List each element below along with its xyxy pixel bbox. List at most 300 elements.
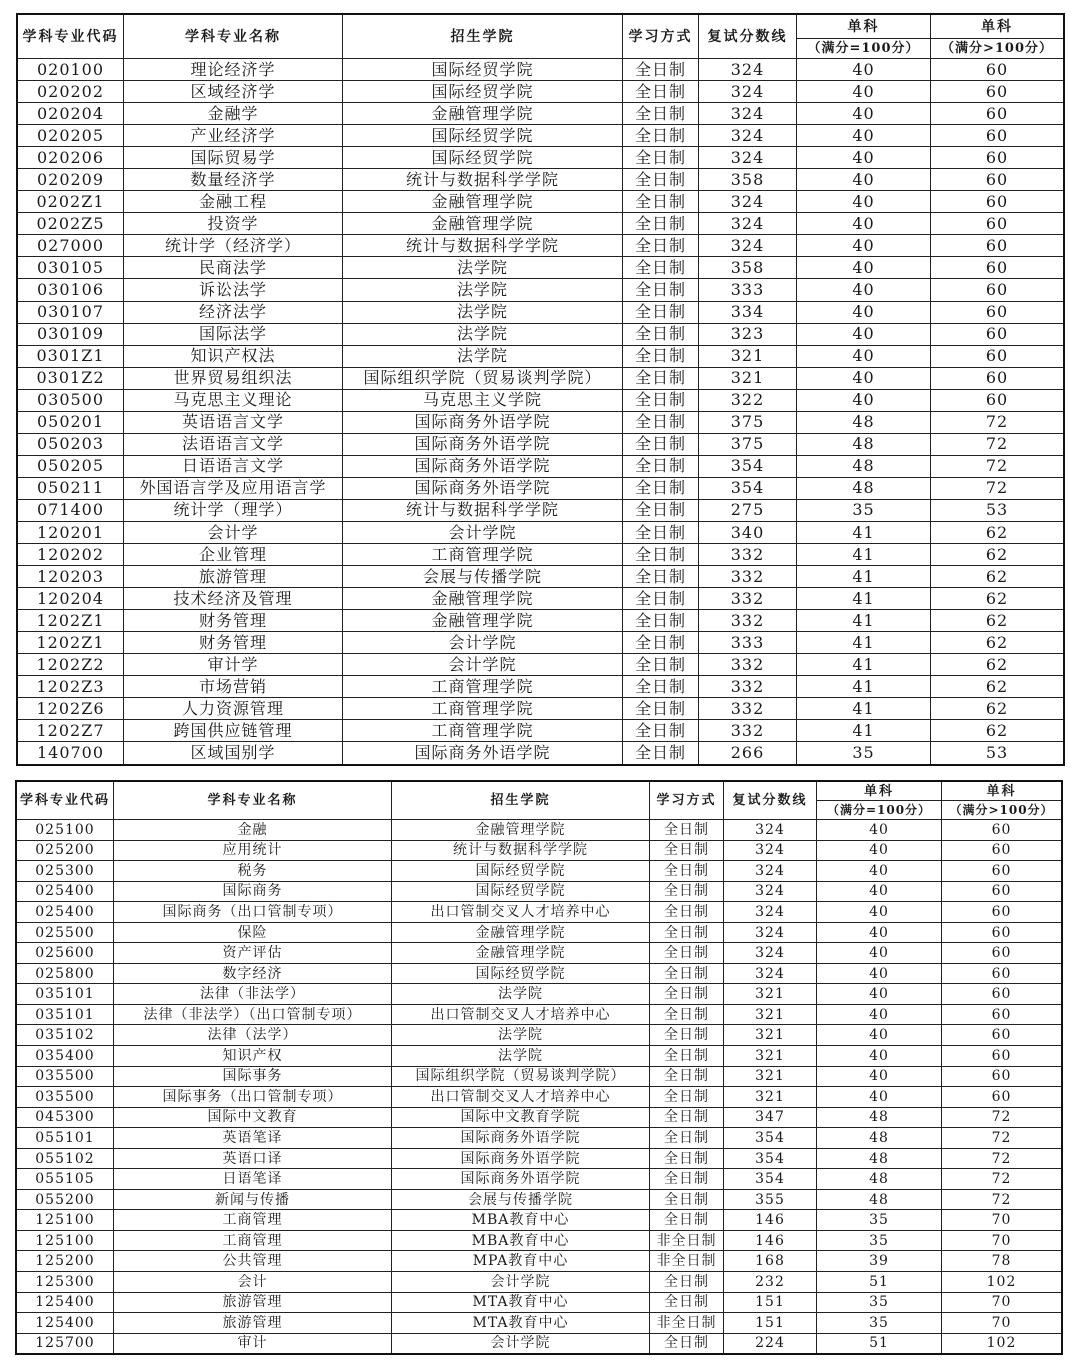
header-subject-name: 学科专业名称	[124, 15, 342, 58]
retest-score-cell: 354	[724, 1128, 816, 1148]
header-single-subject-over-100-note: （满分>100分）	[931, 39, 1063, 58]
single-subject-over-100-cell: 62	[931, 698, 1063, 719]
study-mode-cell: 全日制	[623, 279, 698, 300]
header-single-subject-over-100: 单科	[931, 15, 1063, 38]
retest-score-cell: 321	[699, 368, 796, 389]
single-subject-100-cell: 40	[797, 235, 930, 256]
single-subject-over-100-cell: 70	[942, 1293, 1061, 1313]
college-cell: 国际组织学院（贸易谈判学院）	[343, 368, 622, 389]
header-single-subject-100: 单科	[797, 15, 930, 38]
single-subject-100-cell: 40	[817, 841, 941, 861]
subject-name-cell: 外国语言学及应用语言学	[124, 478, 342, 499]
subject-name-cell: 保险	[114, 923, 391, 943]
college-cell: 法学院	[343, 257, 622, 278]
study-mode-cell: 全日制	[650, 1025, 723, 1045]
subject-name-cell: 公共管理	[114, 1251, 391, 1271]
subject-code-cell: 125400	[17, 1313, 113, 1333]
subject-name-cell: 新闻与传播	[114, 1190, 391, 1210]
college-cell: 法学院	[343, 302, 622, 323]
subject-code-cell: 045300	[17, 1108, 113, 1128]
study-mode-cell: 全日制	[623, 544, 698, 565]
subject-code-cell: 0202Z5	[18, 213, 123, 234]
subject-name-cell: 数量经济学	[124, 169, 342, 190]
single-subject-100-cell: 40	[797, 81, 930, 102]
retest-score-cell: 333	[699, 632, 796, 653]
single-subject-over-100-cell: 62	[931, 720, 1063, 741]
single-subject-100-cell: 35	[797, 500, 930, 521]
retest-score-cell: 354	[699, 456, 796, 477]
study-mode-cell: 全日制	[650, 1210, 723, 1230]
study-mode-cell: 非全日制	[650, 1231, 723, 1251]
subject-code-cell: 030109	[18, 324, 123, 345]
study-mode-cell: 全日制	[650, 984, 723, 1004]
college-cell: 出口管制交叉人才培养中心	[392, 1005, 649, 1025]
study-mode-cell: 全日制	[623, 720, 698, 741]
subject-code-cell: 020209	[18, 169, 123, 190]
retest-score-cell: 324	[699, 235, 796, 256]
single-subject-over-100-cell: 60	[942, 964, 1061, 984]
college-cell: 金融管理学院	[343, 213, 622, 234]
college-cell: 国际商务外语学院	[392, 1128, 649, 1148]
college-cell: 会计学院	[392, 1334, 649, 1354]
study-mode-cell: 非全日制	[650, 1313, 723, 1333]
single-subject-100-cell: 35	[797, 742, 930, 763]
subject-name-cell: 日语笔译	[114, 1169, 391, 1189]
header-subject-code: 学科专业代码	[17, 782, 113, 819]
subject-name-cell: 金融学	[124, 103, 342, 124]
retest-score-cell: 332	[699, 566, 796, 587]
single-subject-over-100-cell: 60	[931, 368, 1063, 389]
subject-code-cell: 035500	[17, 1087, 113, 1107]
subject-name-cell: 诉讼法学	[124, 279, 342, 300]
subject-name-cell: 旅游管理	[124, 566, 342, 587]
study-mode-cell: 全日制	[650, 841, 723, 861]
subject-code-cell: 1202Z2	[18, 654, 123, 675]
subject-name-cell: 应用统计	[114, 841, 391, 861]
single-subject-over-100-cell: 60	[931, 346, 1063, 367]
subject-name-cell: 统计学（经济学）	[124, 235, 342, 256]
single-subject-over-100-cell: 60	[931, 279, 1063, 300]
header-single-subject-100-note: （满分=100分）	[797, 39, 930, 58]
study-mode-cell: 全日制	[623, 456, 698, 477]
subject-code-cell: 125700	[17, 1334, 113, 1354]
subject-name-cell: 税务	[114, 861, 391, 881]
single-subject-100-cell: 51	[817, 1334, 941, 1354]
subject-name-cell: 产业经济学	[124, 125, 342, 146]
study-mode-cell: 全日制	[650, 1128, 723, 1148]
study-mode-cell: 全日制	[623, 125, 698, 146]
subject-code-cell: 027000	[18, 235, 123, 256]
single-subject-100-cell: 40	[797, 213, 930, 234]
study-mode-cell: 全日制	[650, 1046, 723, 1066]
single-subject-100-cell: 40	[797, 59, 930, 80]
college-cell: 统计与数据科学学院	[392, 841, 649, 861]
subject-code-cell: 1202Z6	[18, 698, 123, 719]
retest-score-cell: 354	[699, 478, 796, 499]
subject-code-cell: 125200	[17, 1251, 113, 1271]
single-subject-100-cell: 40	[797, 257, 930, 278]
college-cell: 统计与数据科学学院	[343, 235, 622, 256]
college-cell: 金融管理学院	[392, 820, 649, 840]
single-subject-over-100-cell: 102	[942, 1272, 1061, 1292]
study-mode-cell: 全日制	[623, 324, 698, 345]
single-subject-over-100-cell: 62	[931, 632, 1063, 653]
single-subject-100-cell: 40	[817, 882, 941, 902]
college-cell: MBA教育中心	[392, 1210, 649, 1230]
single-subject-over-100-cell: 70	[942, 1313, 1061, 1333]
subject-code-cell: 0301Z1	[18, 346, 123, 367]
study-mode-cell: 全日制	[650, 902, 723, 922]
college-cell: 统计与数据科学学院	[343, 169, 622, 190]
subject-code-cell: 050211	[18, 478, 123, 499]
subject-name-cell: 国际事务	[114, 1067, 391, 1087]
single-subject-100-cell: 40	[817, 923, 941, 943]
single-subject-over-100-cell: 60	[931, 213, 1063, 234]
subject-name-cell: 旅游管理	[114, 1313, 391, 1333]
study-mode-cell: 全日制	[623, 610, 698, 631]
study-mode-cell: 全日制	[650, 882, 723, 902]
retest-score-cell: 354	[724, 1169, 816, 1189]
study-mode-cell: 全日制	[623, 434, 698, 455]
study-mode-cell: 全日制	[650, 1149, 723, 1169]
study-mode-cell: 全日制	[650, 1334, 723, 1354]
subject-name-cell: 经济法学	[124, 302, 342, 323]
college-cell: 工商管理学院	[343, 676, 622, 697]
single-subject-100-cell: 35	[817, 1293, 941, 1313]
subject-name-cell: 区域经济学	[124, 81, 342, 102]
retest-score-cell: 232	[724, 1272, 816, 1292]
study-mode-cell: 全日制	[650, 1005, 723, 1025]
single-subject-over-100-cell: 60	[931, 324, 1063, 345]
subject-name-cell: 日语语言文学	[124, 456, 342, 477]
single-subject-over-100-cell: 60	[942, 820, 1061, 840]
subject-code-cell: 025200	[17, 841, 113, 861]
subject-name-cell: 知识产权	[114, 1046, 391, 1066]
retest-score-cell: 355	[724, 1190, 816, 1210]
study-mode-cell: 非全日制	[650, 1251, 723, 1271]
study-mode-cell: 全日制	[650, 943, 723, 963]
retest-score-cell: 324	[724, 943, 816, 963]
college-cell: 国际经贸学院	[392, 882, 649, 902]
header-study-mode: 学习方式	[623, 15, 698, 58]
retest-score-cell: 332	[699, 676, 796, 697]
single-subject-100-cell: 48	[797, 456, 930, 477]
college-cell: 国际商务外语学院	[343, 478, 622, 499]
college-cell: MTA教育中心	[392, 1313, 649, 1333]
single-subject-over-100-cell: 60	[931, 125, 1063, 146]
single-subject-over-100-cell: 60	[942, 943, 1061, 963]
single-subject-100-cell: 40	[817, 984, 941, 1004]
single-subject-100-cell: 39	[817, 1251, 941, 1271]
college-cell: 国际中文教育学院	[392, 1108, 649, 1128]
single-subject-over-100-cell: 60	[931, 390, 1063, 411]
subject-name-cell: 会计学	[124, 522, 342, 543]
single-subject-over-100-cell: 72	[942, 1169, 1061, 1189]
retest-score-cell: 333	[699, 279, 796, 300]
single-subject-100-cell: 41	[797, 522, 930, 543]
single-subject-over-100-cell: 60	[942, 841, 1061, 861]
retest-score-cell: 224	[724, 1334, 816, 1354]
subject-code-cell: 055200	[17, 1190, 113, 1210]
single-subject-over-100-cell: 72	[931, 412, 1063, 433]
single-subject-100-cell: 40	[817, 820, 941, 840]
retest-score-cell: 324	[699, 81, 796, 102]
study-mode-cell: 全日制	[623, 412, 698, 433]
single-subject-over-100-cell: 60	[931, 257, 1063, 278]
retest-score-cell: 146	[724, 1231, 816, 1251]
single-subject-100-cell: 48	[797, 412, 930, 433]
header-college: 招生学院	[392, 782, 649, 819]
single-subject-over-100-cell: 53	[931, 500, 1063, 521]
single-subject-over-100-cell: 72	[931, 434, 1063, 455]
subject-code-cell: 055105	[17, 1169, 113, 1189]
single-subject-100-cell: 41	[797, 544, 930, 565]
subject-name-cell: 马克思主义理论	[124, 390, 342, 411]
college-cell: 国际经贸学院	[392, 861, 649, 881]
subject-code-cell: 050205	[18, 456, 123, 477]
subject-code-cell: 071400	[18, 500, 123, 521]
single-subject-100-cell: 35	[817, 1210, 941, 1230]
single-subject-over-100-cell: 102	[942, 1334, 1061, 1354]
single-subject-100-cell: 41	[797, 566, 930, 587]
study-mode-cell: 全日制	[623, 81, 698, 102]
college-cell: 法学院	[343, 279, 622, 300]
retest-score-cell: 332	[699, 720, 796, 741]
retest-score-cell: 324	[699, 191, 796, 212]
single-subject-100-cell: 40	[817, 1087, 941, 1107]
subject-code-cell: 120204	[18, 588, 123, 609]
study-mode-cell: 全日制	[623, 566, 698, 587]
subject-name-cell: 财务管理	[124, 610, 342, 631]
retest-score-cell: 375	[699, 412, 796, 433]
subject-code-cell: 1202Z1	[18, 610, 123, 631]
college-cell: 工商管理学院	[343, 544, 622, 565]
college-cell: MPA教育中心	[392, 1251, 649, 1271]
study-mode-cell: 全日制	[623, 632, 698, 653]
single-subject-over-100-cell: 72	[942, 1190, 1061, 1210]
college-cell: 国际商务外语学院	[343, 412, 622, 433]
college-cell: 统计与数据科学学院	[343, 500, 622, 521]
study-mode-cell: 全日制	[650, 1087, 723, 1107]
single-subject-100-cell: 40	[797, 368, 930, 389]
subject-name-cell: 国际商务	[114, 882, 391, 902]
single-subject-100-cell: 40	[797, 191, 930, 212]
retest-score-cell: 324	[699, 147, 796, 168]
single-subject-over-100-cell: 60	[942, 923, 1061, 943]
single-subject-100-cell: 48	[817, 1108, 941, 1128]
college-cell: 会展与传播学院	[343, 566, 622, 587]
single-subject-over-100-cell: 72	[942, 1108, 1061, 1128]
single-subject-100-cell: 48	[817, 1190, 941, 1210]
header-single-subject-100-note: （满分=100分）	[817, 801, 941, 819]
retest-score-cell: 324	[699, 213, 796, 234]
subject-name-cell: 金融工程	[124, 191, 342, 212]
retest-score-cell: 321	[724, 1005, 816, 1025]
study-mode-cell: 全日制	[623, 169, 698, 190]
subject-name-cell: 法语语言文学	[124, 434, 342, 455]
single-subject-over-100-cell: 60	[931, 235, 1063, 256]
single-subject-over-100-cell: 70	[942, 1231, 1061, 1251]
single-subject-over-100-cell: 60	[931, 191, 1063, 212]
retest-score-cell: 322	[699, 390, 796, 411]
single-subject-over-100-cell: 60	[942, 902, 1061, 922]
single-subject-100-cell: 40	[817, 902, 941, 922]
study-mode-cell: 全日制	[623, 588, 698, 609]
college-cell: 金融管理学院	[343, 610, 622, 631]
single-subject-over-100-cell: 78	[942, 1251, 1061, 1271]
subject-code-cell: 030105	[18, 257, 123, 278]
study-mode-cell: 全日制	[623, 500, 698, 521]
single-subject-over-100-cell: 60	[942, 1005, 1061, 1025]
college-cell: 法学院	[392, 1025, 649, 1045]
subject-name-cell: 法律（非法学）	[114, 984, 391, 1004]
single-subject-over-100-cell: 60	[931, 169, 1063, 190]
retest-score-cell: 375	[699, 434, 796, 455]
study-mode-cell: 全日制	[650, 1190, 723, 1210]
college-cell: 出口管制交叉人才培养中心	[392, 1087, 649, 1107]
subject-code-cell: 0301Z2	[18, 368, 123, 389]
subject-code-cell: 030106	[18, 279, 123, 300]
subject-name-cell: 统计学（理学）	[124, 500, 342, 521]
college-cell: 国际经贸学院	[343, 147, 622, 168]
single-subject-100-cell: 48	[797, 478, 930, 499]
retest-score-cell: 321	[724, 1087, 816, 1107]
study-mode-cell: 全日制	[623, 147, 698, 168]
single-subject-over-100-cell: 60	[931, 147, 1063, 168]
single-subject-100-cell: 41	[797, 720, 930, 741]
retest-score-cell: 146	[724, 1210, 816, 1230]
single-subject-100-cell: 41	[797, 588, 930, 609]
retest-score-cell: 324	[724, 841, 816, 861]
single-subject-100-cell: 40	[797, 103, 930, 124]
study-mode-cell: 全日制	[650, 923, 723, 943]
subject-code-cell: 020204	[18, 103, 123, 124]
single-subject-100-cell: 40	[797, 346, 930, 367]
single-subject-100-cell: 40	[817, 943, 941, 963]
single-subject-over-100-cell: 62	[931, 654, 1063, 675]
single-subject-over-100-cell: 62	[931, 610, 1063, 631]
single-subject-over-100-cell: 60	[942, 1025, 1061, 1045]
college-cell: MBA教育中心	[392, 1231, 649, 1251]
single-subject-100-cell: 51	[817, 1272, 941, 1292]
retest-score-cell: 275	[699, 500, 796, 521]
retest-score-cell: 321	[724, 1025, 816, 1045]
college-cell: 金融管理学院	[343, 191, 622, 212]
retest-score-cell: 168	[724, 1251, 816, 1271]
subject-name-cell: 工商管理	[114, 1210, 391, 1230]
retest-score-cell: 151	[724, 1293, 816, 1313]
header-single-subject-100: 单科	[817, 782, 941, 800]
single-subject-over-100-cell: 60	[931, 81, 1063, 102]
college-cell: 金融管理学院	[343, 103, 622, 124]
subject-code-cell: 020206	[18, 147, 123, 168]
subject-name-cell: 理论经济学	[124, 59, 342, 80]
study-mode-cell: 全日制	[650, 964, 723, 984]
single-subject-100-cell: 40	[797, 125, 930, 146]
subject-code-cell: 0202Z1	[18, 191, 123, 212]
subject-code-cell: 025400	[17, 902, 113, 922]
college-cell: 工商管理学院	[343, 698, 622, 719]
subject-code-cell: 050201	[18, 412, 123, 433]
subject-code-cell: 035400	[17, 1046, 113, 1066]
retest-score-cell: 324	[724, 923, 816, 943]
single-subject-100-cell: 40	[817, 1067, 941, 1087]
study-mode-cell: 全日制	[650, 1169, 723, 1189]
subject-name-cell: 英语语言文学	[124, 412, 342, 433]
college-cell: 国际经贸学院	[392, 964, 649, 984]
study-mode-cell: 全日制	[623, 191, 698, 212]
retest-score-cell: 323	[699, 324, 796, 345]
header-college: 招生学院	[343, 15, 622, 58]
subject-name-cell: 英语口译	[114, 1149, 391, 1169]
college-cell: 会计学院	[392, 1272, 649, 1292]
single-subject-over-100-cell: 60	[942, 882, 1061, 902]
single-subject-over-100-cell: 60	[931, 59, 1063, 80]
single-subject-100-cell: 41	[797, 654, 930, 675]
college-cell: 国际商务外语学院	[343, 456, 622, 477]
single-subject-100-cell: 40	[817, 1025, 941, 1045]
subject-name-cell: 审计学	[124, 654, 342, 675]
retest-score-cell: 321	[724, 1046, 816, 1066]
single-subject-over-100-cell: 72	[931, 456, 1063, 477]
single-subject-100-cell: 40	[797, 302, 930, 323]
single-subject-over-100-cell: 72	[931, 478, 1063, 499]
study-mode-cell: 全日制	[650, 861, 723, 881]
college-cell: 国际经贸学院	[343, 59, 622, 80]
single-subject-over-100-cell: 72	[942, 1149, 1061, 1169]
header-single-subject-over-100-note: （满分>100分）	[942, 801, 1061, 819]
subject-code-cell: 120202	[18, 544, 123, 565]
retest-score-cell: 324	[699, 125, 796, 146]
subject-code-cell: 1202Z1	[18, 632, 123, 653]
subject-code-cell: 025600	[17, 943, 113, 963]
subject-code-cell: 1202Z7	[18, 720, 123, 741]
subject-code-cell: 020100	[18, 59, 123, 80]
single-subject-100-cell: 40	[817, 1005, 941, 1025]
subject-code-cell: 120203	[18, 566, 123, 587]
study-mode-cell: 全日制	[650, 820, 723, 840]
subject-code-cell: 035101	[17, 984, 113, 1004]
single-subject-over-100-cell: 60	[931, 302, 1063, 323]
college-cell: 法学院	[392, 1046, 649, 1066]
retest-score-cell: 347	[724, 1108, 816, 1128]
study-mode-cell: 全日制	[623, 257, 698, 278]
college-cell: 国际商务外语学院	[343, 434, 622, 455]
college-cell: 会计学院	[343, 522, 622, 543]
subject-name-cell: 财务管理	[124, 632, 342, 653]
study-mode-cell: 全日制	[650, 1272, 723, 1292]
retest-score-cell: 324	[724, 902, 816, 922]
single-subject-100-cell: 41	[797, 610, 930, 631]
single-subject-100-cell: 48	[817, 1128, 941, 1148]
subject-code-cell: 050203	[18, 434, 123, 455]
study-mode-cell: 全日制	[650, 1067, 723, 1087]
subject-name-cell: 企业管理	[124, 544, 342, 565]
college-cell: 会计学院	[343, 632, 622, 653]
subject-code-cell: 035500	[17, 1067, 113, 1087]
retest-score-cell: 332	[699, 588, 796, 609]
single-subject-100-cell: 35	[817, 1313, 941, 1333]
subject-name-cell: 人力资源管理	[124, 698, 342, 719]
single-subject-over-100-cell: 60	[942, 1087, 1061, 1107]
header-single-subject-over-100: 单科	[942, 782, 1061, 800]
subject-name-cell: 金融	[114, 820, 391, 840]
subject-name-cell: 国际法学	[124, 324, 342, 345]
header-retest-score: 复试分数线	[699, 15, 796, 58]
retest-score-cell: 321	[699, 346, 796, 367]
subject-name-cell: 国际贸易学	[124, 147, 342, 168]
retest-score-cell: 266	[699, 742, 796, 763]
